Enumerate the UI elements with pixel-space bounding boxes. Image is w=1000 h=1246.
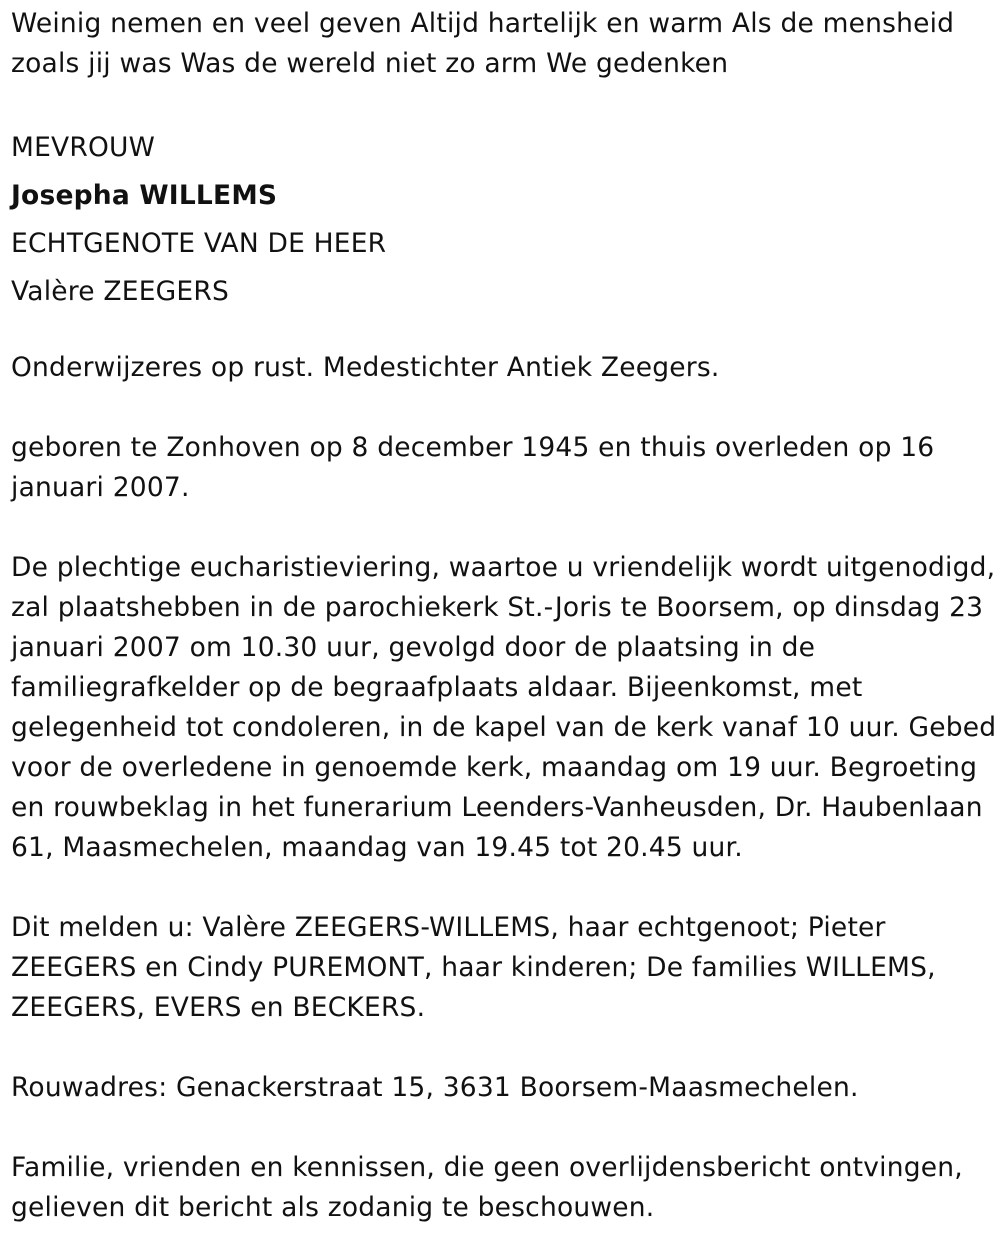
announcement-line: Dit melden u: Valère ZEEGERS-WILLEMS, haar echtgenoot; Pieter bbox=[11, 912, 886, 943]
birth-death-paragraph bbox=[11, 428, 991, 508]
poem-line-2: zoals jij was Was de wereld niet zo arm We gedenken bbox=[11, 48, 729, 79]
obituary-document bbox=[11, 4, 997, 1228]
spacer bbox=[11, 868, 991, 908]
ceremony-line: 61, Maasmechelen, maandag van 19.45 tot 20.45 uur. bbox=[11, 832, 743, 863]
spacer bbox=[11, 316, 991, 348]
poem-paragraph bbox=[11, 4, 991, 84]
spacer bbox=[11, 1108, 991, 1148]
birth-death-line-1: geboren te Zonhoven op 8 december 1945 en thuis overleden op 16 bbox=[11, 432, 935, 463]
ceremony-line: en rouwbeklag in het funerarium Leenders-Vanheusden, Dr. Haubenlaan bbox=[11, 792, 983, 823]
deceased-name: Josepha WILLEMS bbox=[11, 180, 278, 211]
mourning-address: Rouwadres: Genackerstraat 15, 3631 Boorsem-Maasmechelen. bbox=[11, 1072, 859, 1103]
closing-line-2: gelieven dit bericht als zodanig te beschouwen. bbox=[11, 1192, 655, 1223]
announcement-line: ZEEGERS, EVERS en BECKERS. bbox=[11, 992, 426, 1023]
announcement-line: ZEEGERS en Cindy PUREMONT, haar kinderen; De families WILLEMS, bbox=[11, 952, 936, 983]
ceremony-line: De plechtige eucharistieviering, waartoe u vriendelijk wordt uitgenodigd, bbox=[11, 552, 996, 583]
ceremony-line: voor de overledene in genoemde kerk, maandag om 19 uur. Begroeting bbox=[11, 752, 978, 783]
ceremony-paragraph bbox=[11, 548, 997, 868]
spacer bbox=[11, 1028, 991, 1068]
relation-line: ECHTGENOTE VAN DE HEER bbox=[11, 228, 387, 259]
occupation-line: Onderwijzeres op rust. Medestichter Antiek Zeegers. bbox=[11, 352, 720, 383]
spacer bbox=[11, 508, 991, 548]
ceremony-line: januari 2007 om 10.30 uur, gevolgd door de plaatsing in de bbox=[11, 632, 816, 663]
ceremony-line: familiegrafkelder op de begraafplaats aldaar. Bijeenkomst, met bbox=[11, 672, 863, 703]
spacer bbox=[11, 388, 991, 428]
spacer bbox=[11, 84, 991, 124]
salutation: MEVROUW bbox=[11, 132, 156, 163]
announcement-paragraph bbox=[11, 908, 991, 1028]
poem-line-1: Weinig nemen en veel geven Altijd hartelijk en warm Als de mensheid bbox=[11, 8, 955, 39]
closing-paragraph bbox=[11, 1148, 991, 1228]
ceremony-line: gelegenheid tot condoleren, in de kapel van de kerk vanaf 10 uur. Gebed bbox=[11, 712, 997, 743]
ceremony-line: zal plaatshebben in de parochiekerk St.-Joris te Boorsem, op dinsdag 23 bbox=[11, 592, 984, 623]
birth-death-line-2: januari 2007. bbox=[11, 472, 190, 503]
closing-line-1: Familie, vrienden en kennissen, die geen overlijdensbericht ontvingen, bbox=[11, 1152, 963, 1183]
spouse-name: Valère ZEEGERS bbox=[11, 276, 229, 307]
